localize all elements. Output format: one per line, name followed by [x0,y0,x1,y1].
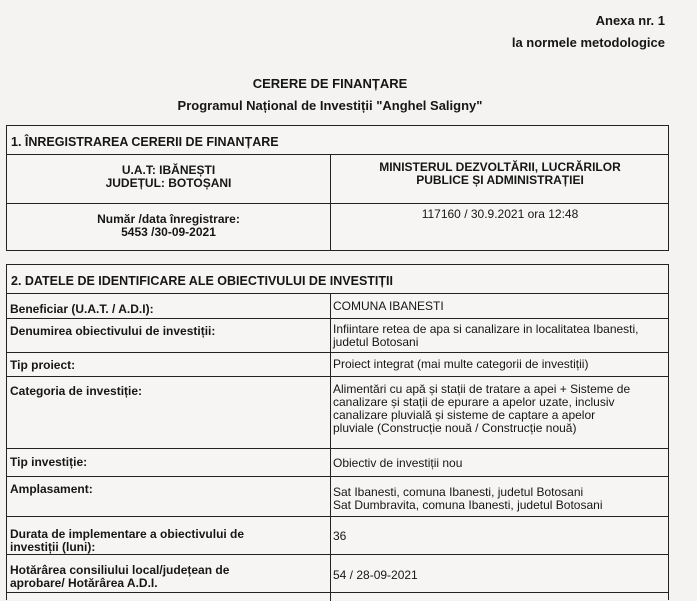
registration-section-heading: 1. ÎNREGISTRAREA CERERII DE FINANȚARE [7,126,668,155]
duration-value: 36 [333,529,347,543]
ministry-block [331,161,669,187]
ministry-name-line1: MINISTERUL DEZVOLTĂRII, LUCRĂRILOR [379,160,621,174]
objective-name-label: Denumirea obiectivului de investiții: [10,324,216,338]
registration-section [6,125,669,251]
investment-category-label: Categoria de investiție: [10,384,143,398]
project-type-value: Proiect integrat (mai multe categorii de investiții) [333,357,589,371]
location-label: Amplasament: [10,482,93,496]
investment-section-heading: 2. DATELE DE IDENTIFICARE ALE OBIECTIVULUI DE INVESTIȚII [7,265,668,294]
row-divider [7,203,668,204]
row-divider [7,376,668,377]
beneficiary-value: COMUNA IBANESTI [333,299,444,313]
annex-reference: la normele metodologice [511,35,665,50]
annex-number: Anexa nr. 1 [595,13,665,28]
local-registration-label: Număr /data înregistrare: [97,212,240,226]
row-divider [7,352,668,353]
council-decision-value: 54 / 28-09-2021 [333,568,418,582]
program-name: Programul Național de Investiții "Anghel Saligny" [177,98,483,113]
investment-type-value: Obiectiv de investiții nou [333,456,463,470]
row-divider [7,554,668,555]
objective-name-value: Infiintare retea de apa si canalizare in localitatea Ibanesti, judetul Botosani [333,322,639,349]
investment-category-value: Alimentări cu apă și stații de tratare a apei + Sisteme de canalizare și stații de epurare a apelor uzate, inclusiv canalizare pluvială și sisteme de captare a apelor pluviale (Construcție nouă / Construcție nouă) [333,382,631,435]
council-decision-label: Hotărârea consiliului local/județean de aprobare/ Hotărârea A.D.I. [10,563,230,590]
local-registration-value: 5453 /30-09-2021 [121,225,216,239]
local-registration-block [7,213,330,239]
location-line-2: Sat Dumbravita, comuna Ibanesti, judetul Botosani [333,498,603,512]
row-divider [7,448,668,449]
duration-label: Durata de implementare a obiectivului de investiții (luni): [10,527,245,554]
project-type-label: Tip proiect: [10,358,76,372]
annex-header [512,10,665,54]
beneficiary-label: Beneficiar (U.A.T. / A.D.I): [10,302,154,316]
row-divider [7,592,668,593]
ministry-registration-value: 117160 / 30.9.2021 ora 12:48 [421,207,579,221]
uat-county: JUDEȚUL: BOTOȘANI [105,176,232,190]
location-value [333,486,664,512]
row-divider [7,318,668,319]
uat-block [7,164,330,190]
investment-identification-section [6,264,669,600]
document-title: CERERE DE FINANȚARE [252,76,408,91]
row-divider [7,476,668,477]
row-divider [7,516,668,517]
location-line-1: Sat Ibanesti, comuna Ibanesti, judetul Botosani [333,485,584,499]
investment-type-label: Tip investiție: [10,455,88,469]
ministry-name-line2: PUBLICE ȘI ADMINISTRAȚIEI [416,173,584,187]
uat-name: U.A.T: IBĂNEȘTI [121,163,216,177]
